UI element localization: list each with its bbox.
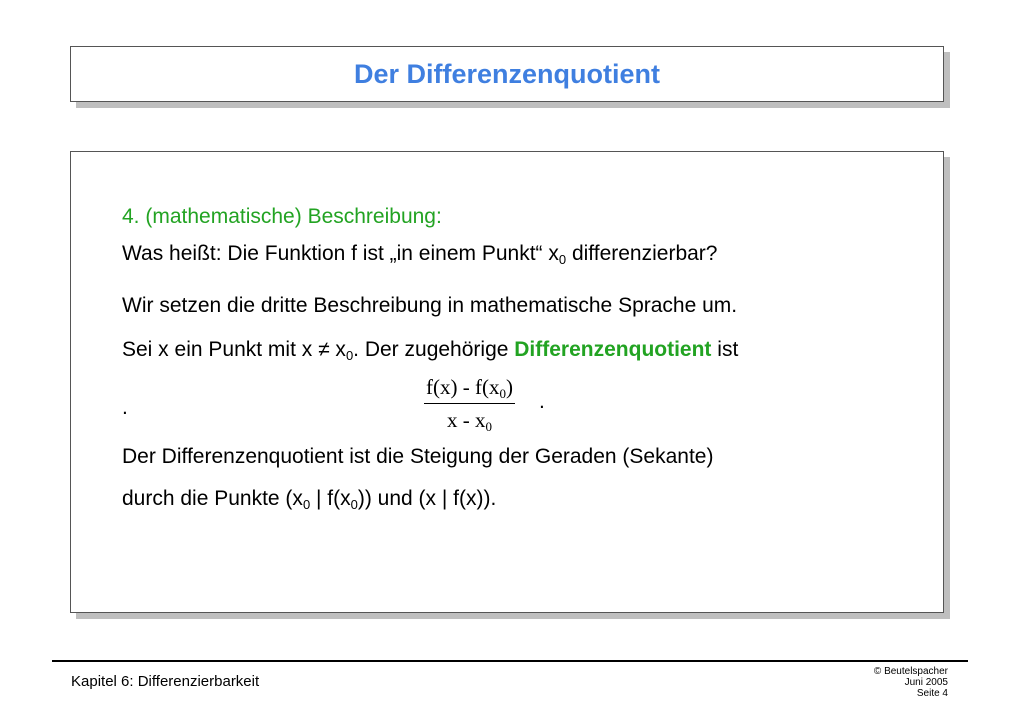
line2-text-mid: . Der zugehörige [353, 338, 515, 361]
difference-quotient-fraction [424, 375, 515, 433]
line4-text: durch die Punkte (x [122, 487, 303, 510]
line4-text-mid: | f(x [310, 487, 351, 510]
line2-subscript: 0 [345, 348, 354, 363]
fraction-denominator [424, 404, 515, 433]
question-text-end: differenzierbar? [566, 242, 718, 265]
footer-copyright: © Beutelspacher [873, 666, 948, 677]
footer-divider [52, 660, 968, 662]
numerator-text: f(x) - f(x [426, 375, 500, 399]
description-line-1: Wir setzen die dritte Beschreibung in mathematische Sprache um. [122, 294, 738, 317]
footer-info [874, 666, 948, 699]
question-line [122, 241, 717, 267]
section-heading: 4. (mathematische) Beschreibung: [122, 205, 442, 228]
question-text: Was heißt: Die Funktion f ist „in einem Punkt“ x [122, 242, 559, 265]
line4-text-end: )) und (x | f(x)). [357, 487, 497, 510]
footer-chapter: Kapitel 6: Differenzierbarkeit [71, 673, 260, 690]
dot-left: . [122, 396, 128, 419]
content-box [70, 151, 944, 613]
denominator-text: x - x [446, 408, 486, 432]
question-subscript: 0 [558, 252, 567, 267]
line4-subscript-2: 0 [350, 497, 358, 512]
description-line-3: Der Differenzenquotient ist die Steigung der Geraden (Sekante) [122, 445, 714, 468]
numerator-subscript: 0 [499, 386, 506, 401]
highlight-term: Differenzenquotient [514, 338, 712, 361]
line2-text-end: ist [711, 338, 739, 361]
dot-right: . [539, 390, 545, 413]
description-line-2 [122, 337, 738, 363]
fraction-numerator [424, 375, 515, 404]
description-line-4 [122, 486, 496, 512]
line2-text: Sei x ein Punkt mit x ≠ x [122, 338, 346, 361]
denominator-subscript: 0 [485, 419, 492, 434]
line4-subscript-1: 0 [302, 497, 311, 512]
numerator-text-end: ) [505, 375, 513, 399]
footer-page: Seite 4 [916, 688, 948, 699]
footer-date: Juni 2005 [904, 677, 948, 688]
slide-title: Der Differenzenquotient [353, 58, 661, 89]
title-box [70, 46, 944, 102]
